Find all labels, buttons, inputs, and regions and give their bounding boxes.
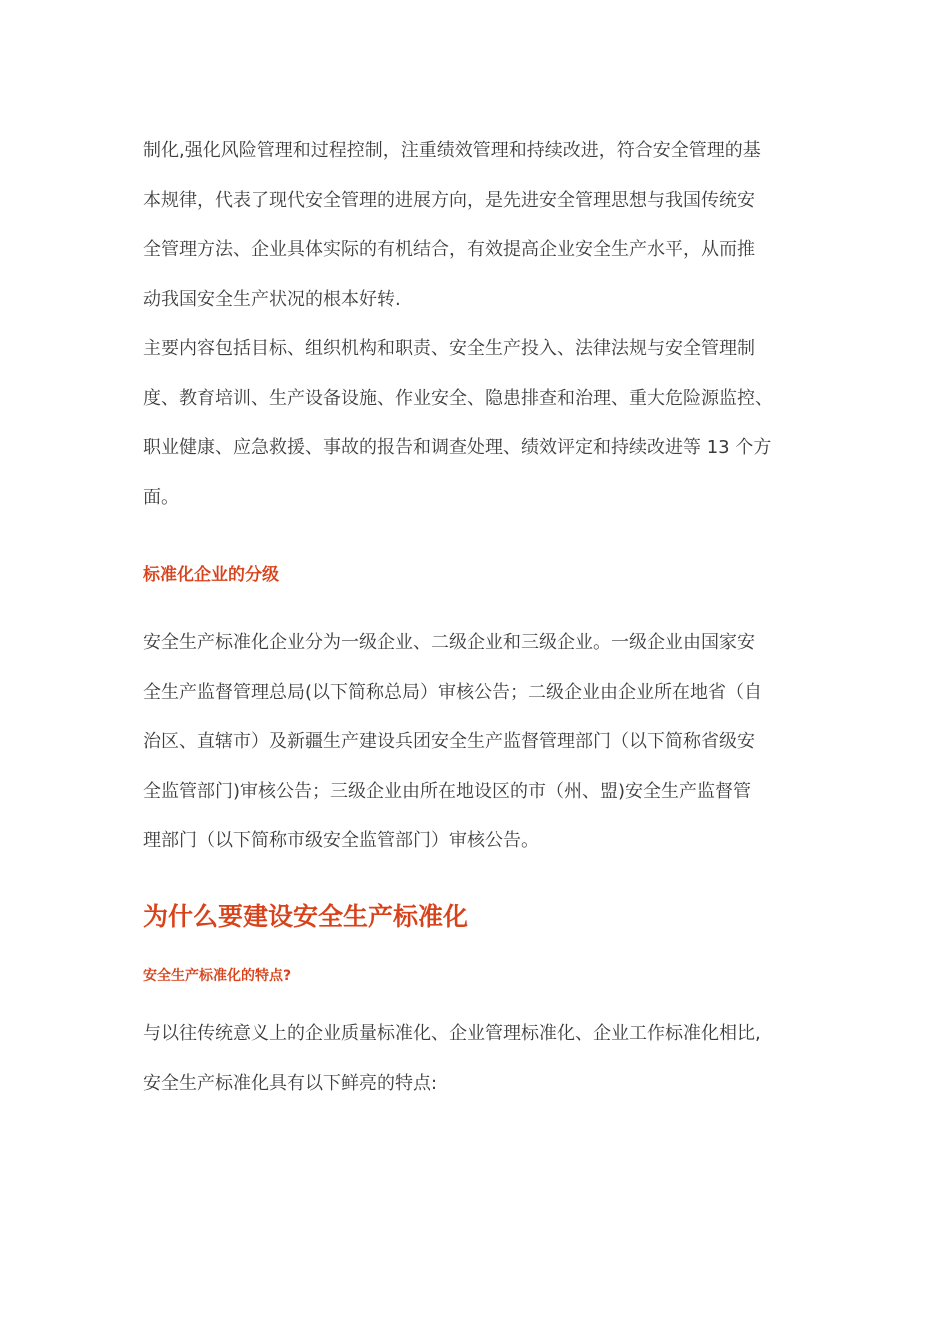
section-heading-grading: 标准化企业的分级 xyxy=(143,565,279,585)
section-heading-why: 为什么要建设安全生产标准化 xyxy=(143,902,469,931)
text-line: 动我国安全生产状况的根本好转. xyxy=(143,288,401,310)
text-line: 主要内容包括目标、组织机构和职责、安全生产投入、法律法规与安全管理制 xyxy=(143,338,755,359)
paragraph-intro xyxy=(143,126,811,324)
text-line: 度、教育培训、生产设备设施、作业安全、隐患排查和治理、重大危险源监控、 xyxy=(143,387,773,409)
text-line: 安全生产标准化企业分为一级企业、二级企业和三级企业。一级企业由国家安 xyxy=(143,632,755,653)
text-line: 理部门（以下简称市级安全监管部门）审核公告。 xyxy=(143,830,539,851)
text-line: 职业健康、应急救援、事故的报告和调查处理、绩效评定和持续改进等 13 个方 xyxy=(143,437,772,458)
text-line: 面。 xyxy=(143,486,179,508)
paragraph-features xyxy=(143,1009,811,1108)
text-line: 本规律，代表了现代安全管理的进展方向，是先进安全管理思想与我国传统安 xyxy=(143,189,755,211)
text-line: 治区、直辖市）及新疆生产建设兵团安全生产监督管理部门（以下简称省级安 xyxy=(143,731,755,752)
paragraph-grading xyxy=(143,618,811,866)
text-line: 制化,强化风险管理和过程控制，注重绩效管理和持续改进，符合安全管理的基 xyxy=(143,140,761,161)
subheading-features: 安全生产标准化的特点? xyxy=(143,968,292,984)
text-line: 全监管部门)审核公告；三级企业由所在地设区的市（州、盟)安全生产监督管 xyxy=(143,780,752,802)
text-line: 全生产监督管理总局(以下简称总局）审核公告；二级企业由企业所在地省（自 xyxy=(143,681,763,703)
text-line: 全管理方法、企业具体实际的有机结合，有效提高企业安全生产水平，从而推 xyxy=(143,239,755,260)
paragraph-main-content xyxy=(143,324,811,522)
text-line: 与以往传统意义上的企业质量标准化、企业管理标准化、企业工作标准化相比, xyxy=(143,1023,761,1044)
text-line: 安全生产标准化具有以下鲜亮的特点: xyxy=(143,1072,438,1094)
